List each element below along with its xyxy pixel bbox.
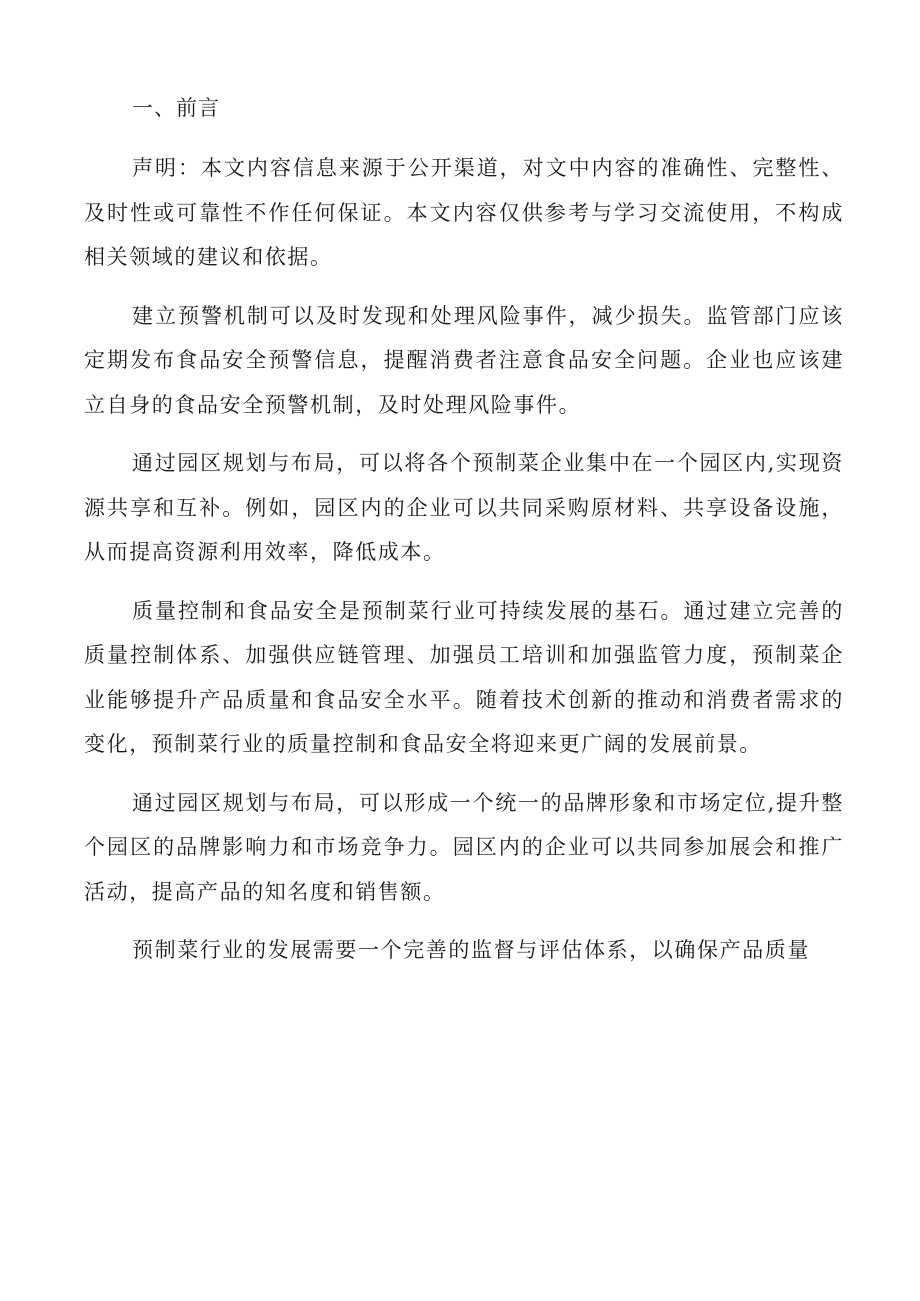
paragraph-brand-image: 通过园区规划与布局，可以形成一个统一的品牌形象和市场定位,提升整个园区的品牌影响力和市场竞争力。园区内的企业可以共同参加展会和推广活动，提高产品的知名度和销售额。 [84,790,844,904]
paragraph-disclaimer: 声明：本文内容信息来源于公开渠道，对文中内容的准确性、完整性、及时性或可靠性不作任何保证。本文内容仅供参考与学习交流使用，不构成相关领域的建议和依据。 [84,156,844,269]
paragraph-quality-control: 质量控制和食品安全是预制菜行业可持续发展的基石。通过建立完善的质量控制体系、加强供应链管理、加强员工培训和加强监管力度，预制菜企业能够提升产品质量和食品安全水平。随着技术创新的推动和消费者需求的变化，预制菜行业的质量控制和食品安全将迎来更广阔的发展前景。 [84,598,844,756]
paragraph-resource-sharing: 通过园区规划与布局，可以将各个预制菜企业集中在一个园区内,实现资源共享和互补。例如，园区内的企业可以共同采购原材料、共享设备设施，从而提高资源利用效率，降低成本。 [84,451,844,564]
paragraph-warning-mechanism: 建立预警机制可以及时发现和处理风险事件，减少损失。监管部门应该定期发布食品安全预警信息，提醒消费者注意食品安全问题。企业也应该建立自身的食品安全预警机制，及时处理风险事件。 [84,303,844,417]
document-page [84,86,844,987]
section-heading: 一、前言 [132,96,220,120]
paragraph-supervision: 预制菜行业的发展需要一个完善的监督与评估体系，以确保产品质量 [132,938,810,962]
